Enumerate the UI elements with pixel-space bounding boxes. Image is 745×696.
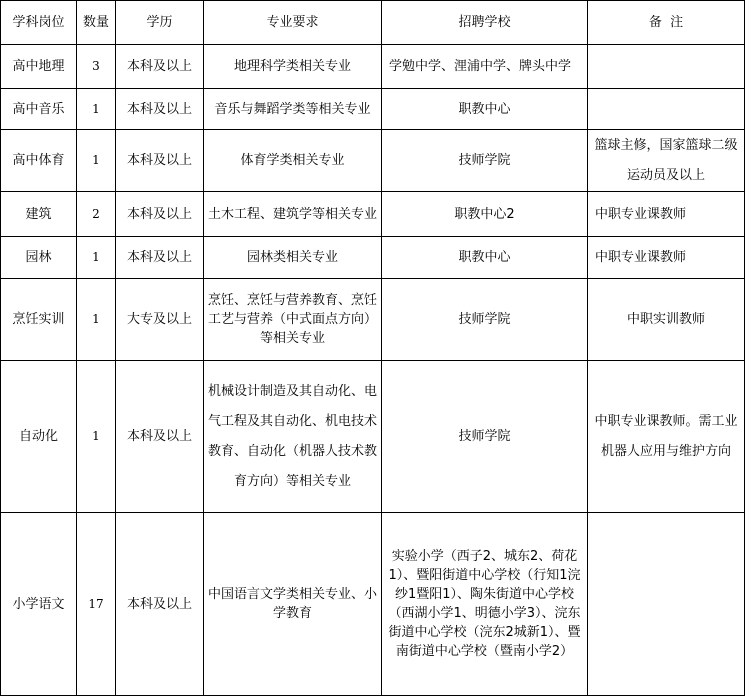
- cell-school: 技师学院: [382, 279, 588, 361]
- cell-notes: [588, 89, 745, 130]
- cell-education: 本科及以上: [116, 237, 204, 279]
- cell-education: 本科及以上: [116, 192, 204, 237]
- cell-major: 地理科学类相关专业: [204, 45, 382, 89]
- cell-subject: 建筑: [1, 192, 77, 237]
- cell-count: 1: [77, 89, 116, 130]
- header-school: 招聘学校: [382, 1, 588, 45]
- header-subject: 学科岗位: [1, 1, 77, 45]
- cell-school: 技师学院: [382, 130, 588, 192]
- cell-count: 1: [77, 361, 116, 513]
- table-row: [1, 237, 745, 279]
- cell-major: 烹饪、烹饪与营养教育、烹饪工艺与营养（中式面点方向）等相关专业: [204, 279, 382, 361]
- table-row: [1, 89, 745, 130]
- cell-count: 1: [77, 237, 116, 279]
- cell-count: 1: [77, 130, 116, 192]
- table-row: [1, 361, 745, 513]
- cell-major: 体育学类相关专业: [204, 130, 382, 192]
- cell-major: 机械设计制造及其自动化、电气工程及其自动化、机电技术教育、自动化（机器人技术教育方向）等相关专业: [204, 361, 382, 513]
- cell-subject: 自动化: [1, 361, 77, 513]
- cell-school: 职教中心: [382, 237, 588, 279]
- header-notes: 备 注: [588, 1, 745, 45]
- cell-education: 本科及以上: [116, 89, 204, 130]
- cell-school: 职教中心2: [382, 192, 588, 237]
- cell-education: 本科及以上: [116, 513, 204, 696]
- cell-school: 技师学院: [382, 361, 588, 513]
- cell-notes: 篮球主修，国家篮球二级运动员及以上: [588, 130, 745, 192]
- cell-notes: [588, 513, 745, 696]
- cell-subject: 高中体育: [1, 130, 77, 192]
- table-row: [1, 130, 745, 192]
- cell-school: 实验小学（西子2、城东2、荷花1）、暨阳街道中心学校（行知1浣纱1暨阳1）、陶朱街道中心学校（西湖小学1、明德小学3）、浣东街道中心学校（浣东2城新1）、暨南街道中心学校（暨南小学2）: [382, 513, 588, 696]
- cell-count: 3: [77, 45, 116, 89]
- cell-subject: 高中地理: [1, 45, 77, 89]
- cell-notes: 中职专业课教师。需工业机器人应用与维护方向: [588, 361, 745, 513]
- table-row: [1, 513, 745, 696]
- cell-major: 音乐与舞蹈学类等相关专业: [204, 89, 382, 130]
- cell-education: 本科及以上: [116, 130, 204, 192]
- cell-subject: 小学语文: [1, 513, 77, 696]
- cell-education: 本科及以上: [116, 361, 204, 513]
- cell-school: 职教中心: [382, 89, 588, 130]
- cell-subject: 高中音乐: [1, 89, 77, 130]
- cell-count: 2: [77, 192, 116, 237]
- cell-notes: 中职专业课教师: [588, 192, 745, 237]
- table-row: [1, 45, 745, 89]
- cell-subject: 烹饪实训: [1, 279, 77, 361]
- cell-notes: 中职专业课教师: [588, 237, 745, 279]
- cell-major: 园林类相关专业: [204, 237, 382, 279]
- cell-subject: 园林: [1, 237, 77, 279]
- cell-school: 学勉中学、浬浦中学、牌头中学: [382, 45, 588, 89]
- header-education: 学历: [116, 1, 204, 45]
- cell-notes: [588, 45, 745, 89]
- header-major: 专业要求: [204, 1, 382, 45]
- cell-education: 本科及以上: [116, 45, 204, 89]
- cell-count: 1: [77, 279, 116, 361]
- cell-count: 17: [77, 513, 116, 696]
- cell-notes: 中职实训教师: [588, 279, 745, 361]
- cell-education: 大专及以上: [116, 279, 204, 361]
- table-row: [1, 279, 745, 361]
- table-row: [1, 192, 745, 237]
- cell-major: 土木工程、建筑学等相关专业: [204, 192, 382, 237]
- cell-major: 中国语言文学类相关专业、小学教育: [204, 513, 382, 696]
- header-row: [1, 1, 745, 45]
- header-count: 数量: [77, 1, 116, 45]
